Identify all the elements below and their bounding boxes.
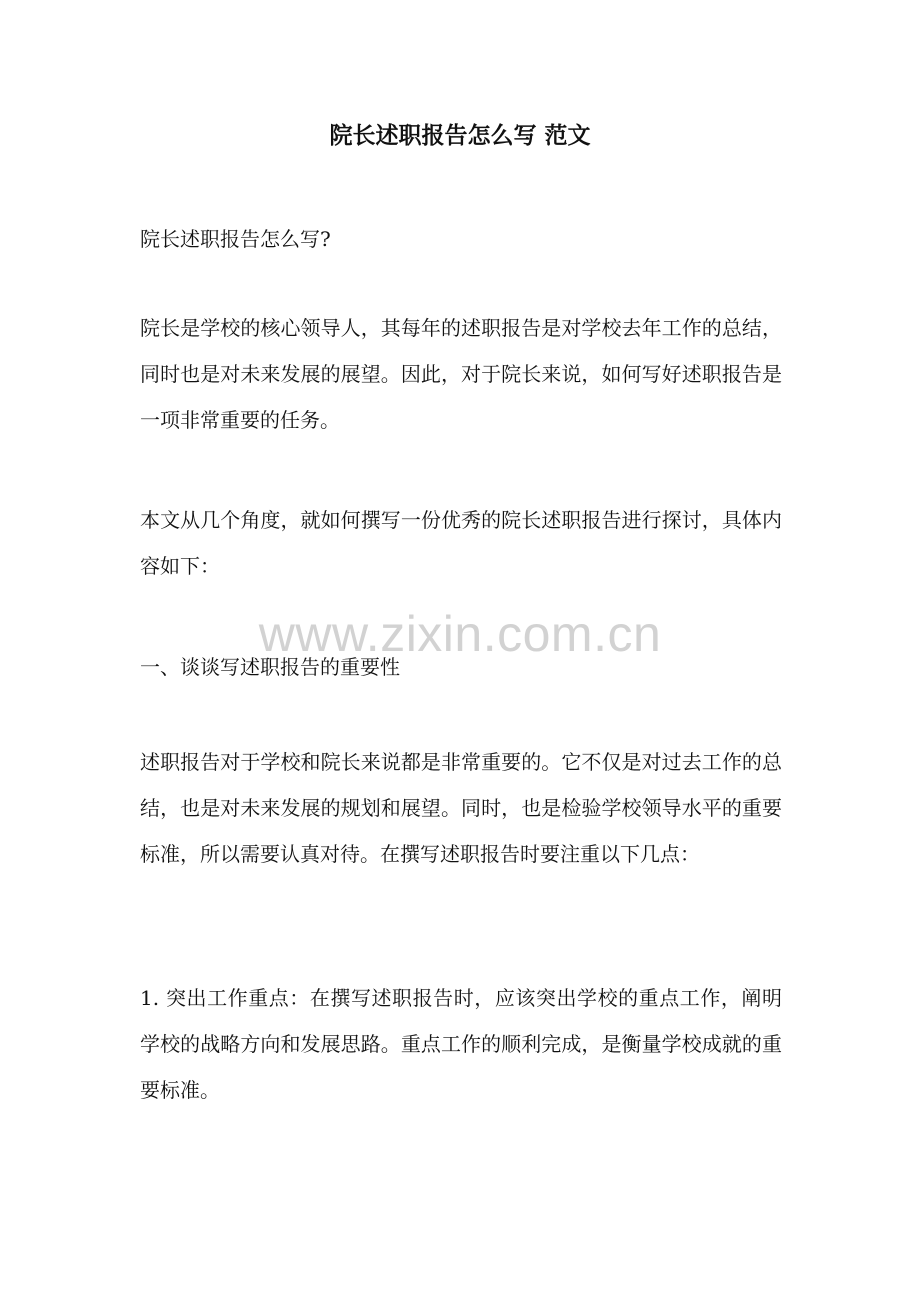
paragraph-question: 院长述职报告怎么写? [140,227,331,251]
document-title: 院长述职报告怎么写 范文 [329,122,591,149]
paragraph-intro: 院长是学校的核心领导人，其每年的述职报告是对学校去年工作的总结，同时也是对未来发展的展望。因此，对于院长来说，如何写好述职报告是一项非常重要的任务。 [140,316,782,432]
list-item-1: 1. 突出工作重点：在撰写述职报告时，应该突出学校的重点工作，阐明学校的战略方向和发展思路。重点工作的顺利完成，是衡量学校成就的重要标准。 [140,986,782,1102]
section-heading-importance: 一、谈谈写述职报告的重要性 [140,655,400,679]
paragraph-importance: 述职报告对于学校和院长来说都是非常重要的。它不仅是对过去工作的总结，也是对未来发展的规划和展望。同时，也是检验学校领导水平的重要标准，所以需要认真对待。在撰写述职报告时要注重以下几点： [140,750,782,866]
watermark: www.zixin.com.cn [258,606,662,662]
paragraph-overview: 本文从几个角度，就如何撰写一份优秀的院长述职报告进行探讨，具体内容如下： [140,508,782,578]
